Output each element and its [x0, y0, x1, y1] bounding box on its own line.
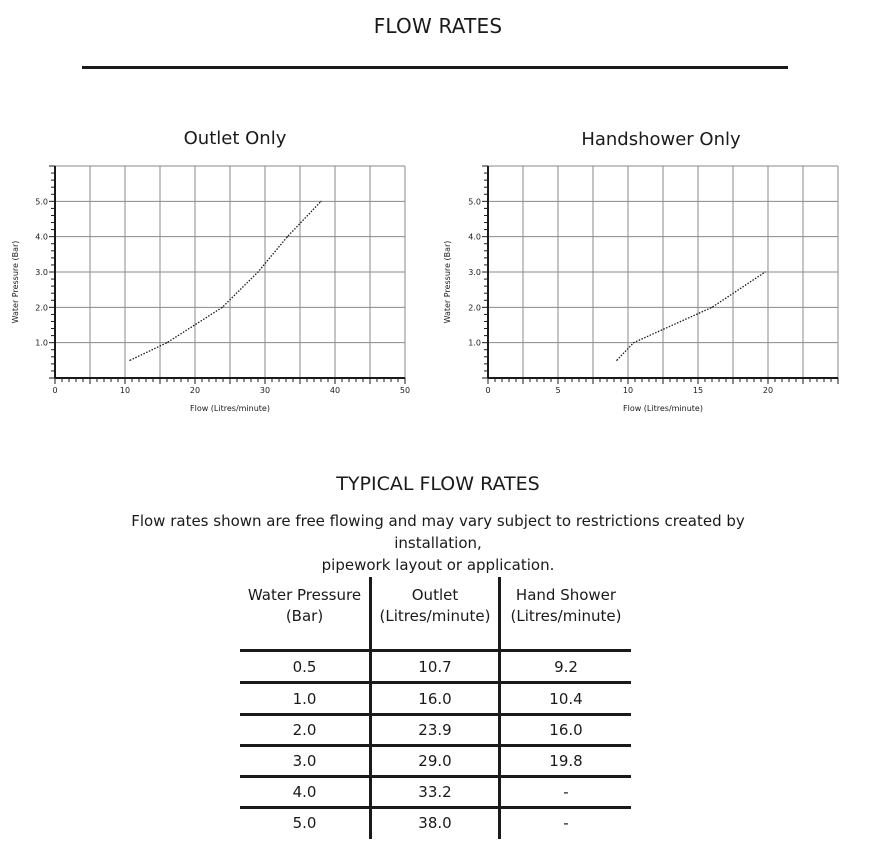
x-tick-label: 30 — [259, 386, 271, 395]
y-tick-label: 4.0 — [35, 232, 48, 242]
header-line: (Bar) — [285, 607, 324, 625]
y-tick-label: 3.0 — [468, 268, 481, 277]
y-tick-label: 2.0 — [468, 303, 481, 313]
data-point — [616, 360, 617, 361]
y-tick-label: 1.0 — [468, 338, 481, 348]
table-cell-pressure: 4.0 — [292, 783, 317, 801]
data-point — [765, 271, 766, 272]
x-tick-label: 20 — [189, 386, 201, 395]
table-cell-outlet: 38.0 — [418, 814, 452, 832]
header-line: (Litres/minute) — [379, 607, 491, 625]
section-note-line-1: Flow rates shown are free flowing and may vary subject to restrictions created by installation, — [131, 512, 745, 552]
series-line — [617, 272, 765, 360]
x-tick-label: 20 — [762, 386, 774, 395]
chart-title-handshower: Handshower Only — [581, 129, 741, 150]
x-tick-label: 50 — [399, 386, 411, 395]
table-cell-outlet: 23.9 — [418, 721, 452, 739]
y-tick-label: 5.0 — [35, 197, 48, 207]
table-cell-hand-shower: - — [563, 783, 569, 801]
header-water-pressure — [240, 585, 369, 627]
header-outlet — [372, 585, 498, 627]
x-tick-label: 10 — [119, 386, 131, 395]
table-cell-outlet: 10.7 — [418, 658, 452, 676]
y-tick-label: 2.0 — [35, 303, 48, 313]
data-point — [711, 307, 712, 308]
y-axis-label: Water Pressure (Bar) — [11, 240, 20, 324]
table-cell-pressure: 2.0 — [292, 721, 317, 739]
table-cell-outlet: 29.0 — [418, 752, 452, 770]
table-cell-hand-shower: 16.0 — [549, 721, 583, 739]
page-title: FLOW RATES — [373, 14, 503, 38]
table-cell-outlet: 33.2 — [418, 783, 452, 801]
header-line: Outlet — [411, 586, 459, 604]
x-tick-label: 5 — [555, 386, 561, 395]
table-cell-outlet: 16.0 — [418, 690, 452, 708]
header-line: Water Pressure — [247, 586, 362, 604]
x-axis-label: Flow (Litres/minute) — [623, 404, 703, 413]
table-cell-hand-shower: - — [563, 814, 569, 832]
section-title: TYPICAL FLOW RATES — [336, 473, 540, 495]
section-note-line-2: pipework layout or application. — [321, 556, 555, 574]
table-cell-hand-shower: 19.8 — [549, 752, 583, 770]
y-tick-label: 4.0 — [468, 232, 481, 242]
y-tick-label: 5.0 — [468, 197, 481, 207]
flow-rates-table — [240, 577, 631, 839]
table-cell-pressure: 5.0 — [292, 814, 317, 832]
y-tick-label: 3.0 — [35, 268, 48, 277]
x-axis-label: Flow (Litres/minute) — [190, 404, 270, 413]
table-cell-pressure: 1.0 — [292, 690, 317, 708]
table-cell-hand-shower: 10.4 — [549, 690, 583, 708]
data-point — [633, 342, 634, 343]
header-hand-shower — [501, 585, 631, 627]
chart-title-outlet: Outlet Only — [183, 128, 287, 149]
table-cell-pressure: 0.5 — [292, 658, 317, 676]
y-axis-label: Water Pressure (Bar) — [443, 240, 452, 324]
x-tick-label: 0 — [52, 386, 58, 395]
table-cell-pressure: 3.0 — [292, 752, 317, 770]
table-cell-hand-shower: 9.2 — [554, 658, 578, 676]
header-line: Hand Shower — [515, 586, 617, 604]
x-tick-label: 40 — [329, 386, 341, 395]
x-tick-label: 0 — [485, 386, 491, 395]
y-tick-label: 1.0 — [35, 338, 48, 348]
section-note — [98, 510, 778, 576]
header-line: (Litres/minute) — [510, 607, 622, 625]
x-tick-label: 15 — [692, 386, 704, 395]
x-tick-label: 10 — [622, 386, 634, 395]
